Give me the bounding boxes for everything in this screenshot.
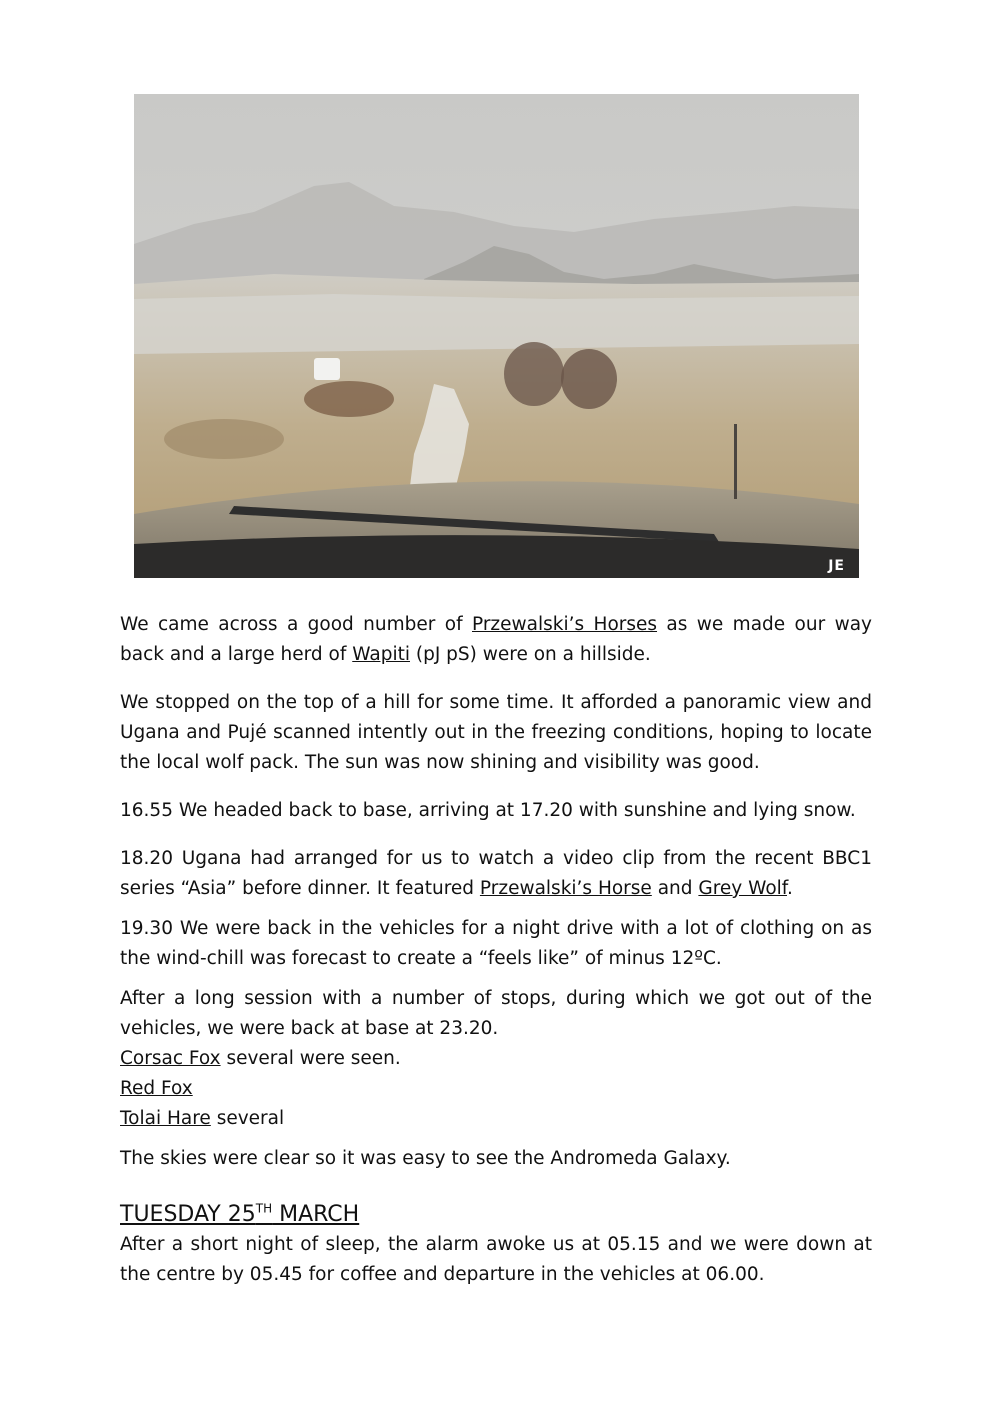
snowy-steppe-photo-drawing [134,94,859,578]
species-link-wapiti: Wapiti [352,644,410,665]
sighting-item [120,1074,872,1104]
sighting-item: Corsac Fox several were seen. [120,1048,401,1069]
species-link-grey-wolf: Grey Wolf [698,878,787,899]
species-link-tolai-hare: Tolai Hare [120,1108,211,1129]
paragraph-hilltop: We stopped on the top of a hill for some time. It afforded a panoramic view and Ugana and Pujé scanned intently out in the freezing conditions, hoping to locate the local wolf pack. The sun was now shining and visibility was good. [120,692,872,773]
sighting-item: Tolai Hare several [120,1108,285,1129]
species-link-przewalskis-horses: Przewalski’s Horses [472,614,658,635]
species-link-corsac-fox: Corsac Fox [120,1048,221,1069]
paragraph-video-clip: 18.20 Ugana had arranged for us to watch a video clip from the recent BBC1 series “Asia” before dinner. It featured Przewalski’s Horse and Grey Wolf. [120,848,872,899]
paragraph-session: After a long session with a number of stops, during which we got out of the vehicles, we were back at base at 23.20. [120,988,872,1039]
diary-text [120,610,872,1290]
day-heading: TUESDAY 25TH MARCH [120,1201,360,1227]
paragraph-horses: We came across a good number of Przewalski’s Horses as we made our way back and a large herd of Wapiti (pJ pS) were on a hillside. [120,614,872,665]
paragraph-andromeda: The skies were clear so it was easy to see the Andromeda Galaxy. [120,1148,731,1169]
species-link-przewalskis-horse: Przewalski’s Horse [479,878,652,899]
paragraph-early-start: After a short night of sleep, the alarm awoke us at 05.15 and we were down at the centre by 05.45 for coffee and departure in the vehicles at 06.00. [120,1234,872,1285]
white-vehicle [314,358,340,380]
species-link-red-fox: Red Fox [120,1078,193,1099]
paragraph-return-to-base: 16.55 We headed back to base, arriving at 17.20 with sunshine and lying snow. [120,800,856,821]
photo-credit: JE [828,558,845,574]
landscape-photo [134,94,859,578]
paragraph-night-drive: 19.30 We were back in the vehicles for a night drive with a lot of clothing on as the wind-chill was forecast to create a “feels like” of minus 12ºC. [120,918,872,969]
